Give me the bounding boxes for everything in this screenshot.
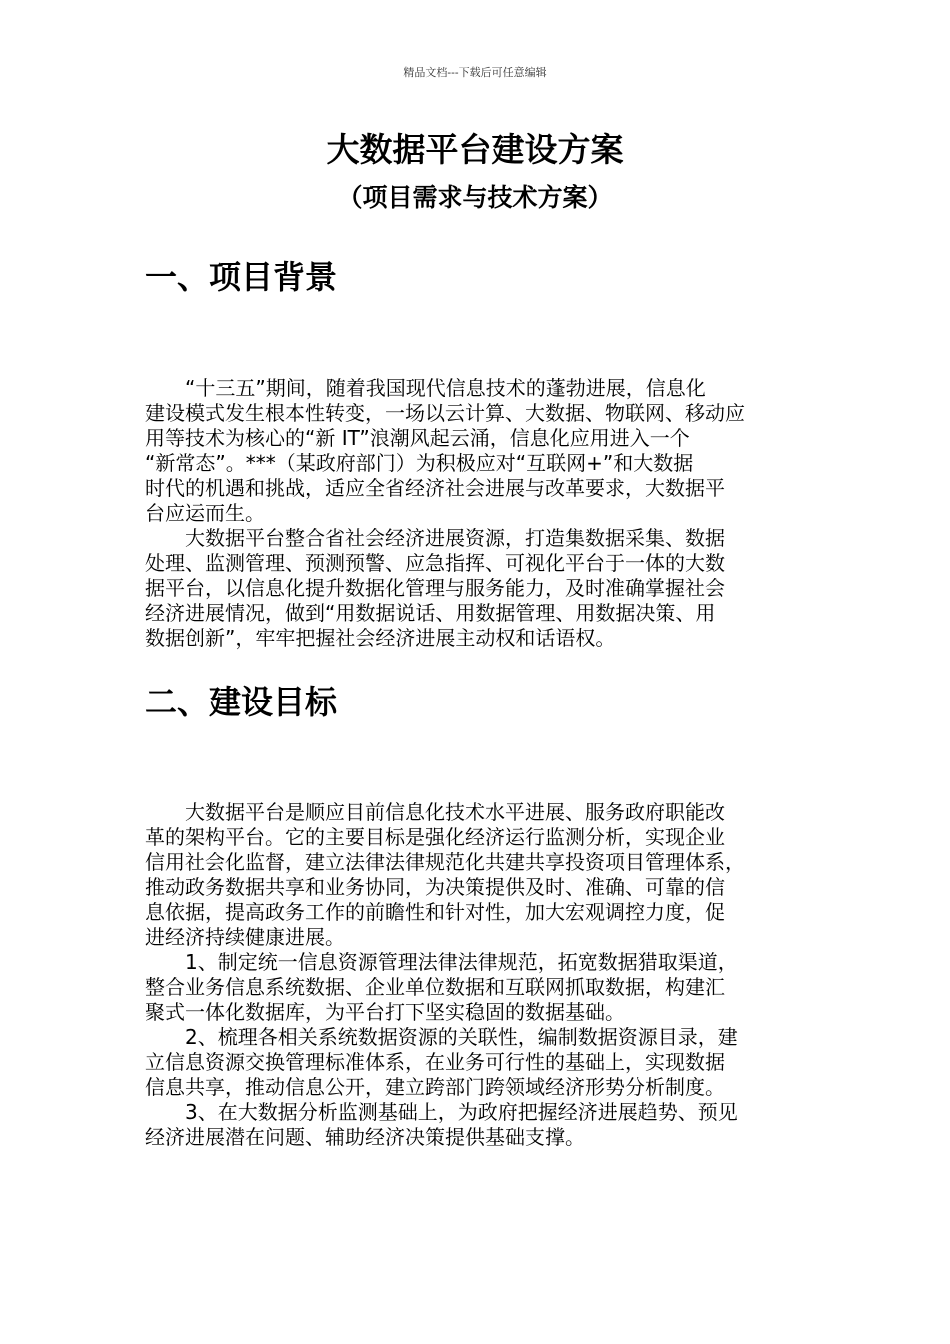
body-line: 用等技术为核心的“新 IT”浪潮风起云涌，信息化应用进入一个 [145, 426, 690, 450]
body-line: 2、梳理各相关系统数据资源的关联性，编制数据资源目录，建 [145, 1025, 738, 1049]
body-line: 聚式一体化数据库，为平台打下坚实稳固的数据基础。 [145, 1000, 625, 1024]
body-line: 据平台，以信息化提升数据化管理与服务能力，及时准确掌握社会 [145, 576, 725, 600]
page-header: 精品文档---下载后可任意编辑 [403, 66, 547, 79]
body-line: 息依据，提高政务工作的前瞻性和针对性，加大宏观调控力度，促 [145, 900, 725, 924]
body-line: 信用社会化监督，建立法律法律规范化共建共享投资项目管理体系， [145, 850, 745, 874]
body-line: “新常态”。***（某政府部门）为积极应对“互联网+”和大数据 [145, 451, 694, 475]
body-line: 进经济持续健康进展。 [145, 925, 345, 949]
section-heading-background: 一、项目背景 [145, 258, 338, 296]
body-line: 推动政务数据共享和业务协同，为决策提供及时、准确、可靠的信 [145, 875, 725, 899]
section-heading-goals: 二、建设目标 [145, 683, 338, 721]
body-line: 信息共享，推动信息公开，建立跨部门跨领域经济形势分析制度。 [145, 1075, 725, 1099]
document-subtitle: （项目需求与技术方案） [337, 183, 613, 212]
document-title: 大数据平台建设方案 [326, 130, 624, 169]
body-line: 处理、监测管理、预测预警、应急指挥、可视化平台于一体的大数 [145, 551, 725, 575]
body-line: 数据创新”，牢牢把握社会经济进展主动权和话语权。 [145, 626, 616, 650]
body-line: 大数据平台是顺应目前信息化技术水平进展、服务政府职能改 [145, 800, 725, 824]
body-line: 1、制定统一信息资源管理法律法律规范，拓宽数据猎取渠道， [145, 950, 738, 974]
body-line: 3、在大数据分析监测基础上，为政府把握经济进展趋势、预见 [145, 1100, 738, 1124]
body-line: 时代的机遇和挑战，适应全省经济社会进展与改革要求，大数据平 [145, 476, 725, 500]
body-line: “十三五”期间，随着我国现代信息技术的蓬勃进展，信息化 [145, 376, 706, 400]
body-line: 立信息资源交换管理标准体系，在业务可行性的基础上，实现数据 [145, 1050, 725, 1074]
body-line: 建设模式发生根本性转变，一场以云计算、大数据、物联网、移动应 [145, 401, 745, 425]
body-line: 革的架构平台。它的主要目标是强化经济运行监测分析，实现企业 [145, 825, 725, 849]
body-line: 经济进展潜在问题、辅助经济决策提供基础支撑。 [145, 1125, 585, 1149]
body-line: 台应运而生。 [145, 501, 265, 525]
body-line: 经济进展情况，做到“用数据说话、用数据管理、用数据决策、用 [145, 601, 716, 625]
section-body-background [145, 376, 810, 651]
body-line: 整合业务信息系统数据、企业单位数据和互联网抓取数据，构建汇 [145, 975, 725, 999]
body-line: 大数据平台整合省社会经济进展资源，打造集数据采集、数据 [145, 526, 725, 550]
section-body-goals [145, 800, 810, 1150]
